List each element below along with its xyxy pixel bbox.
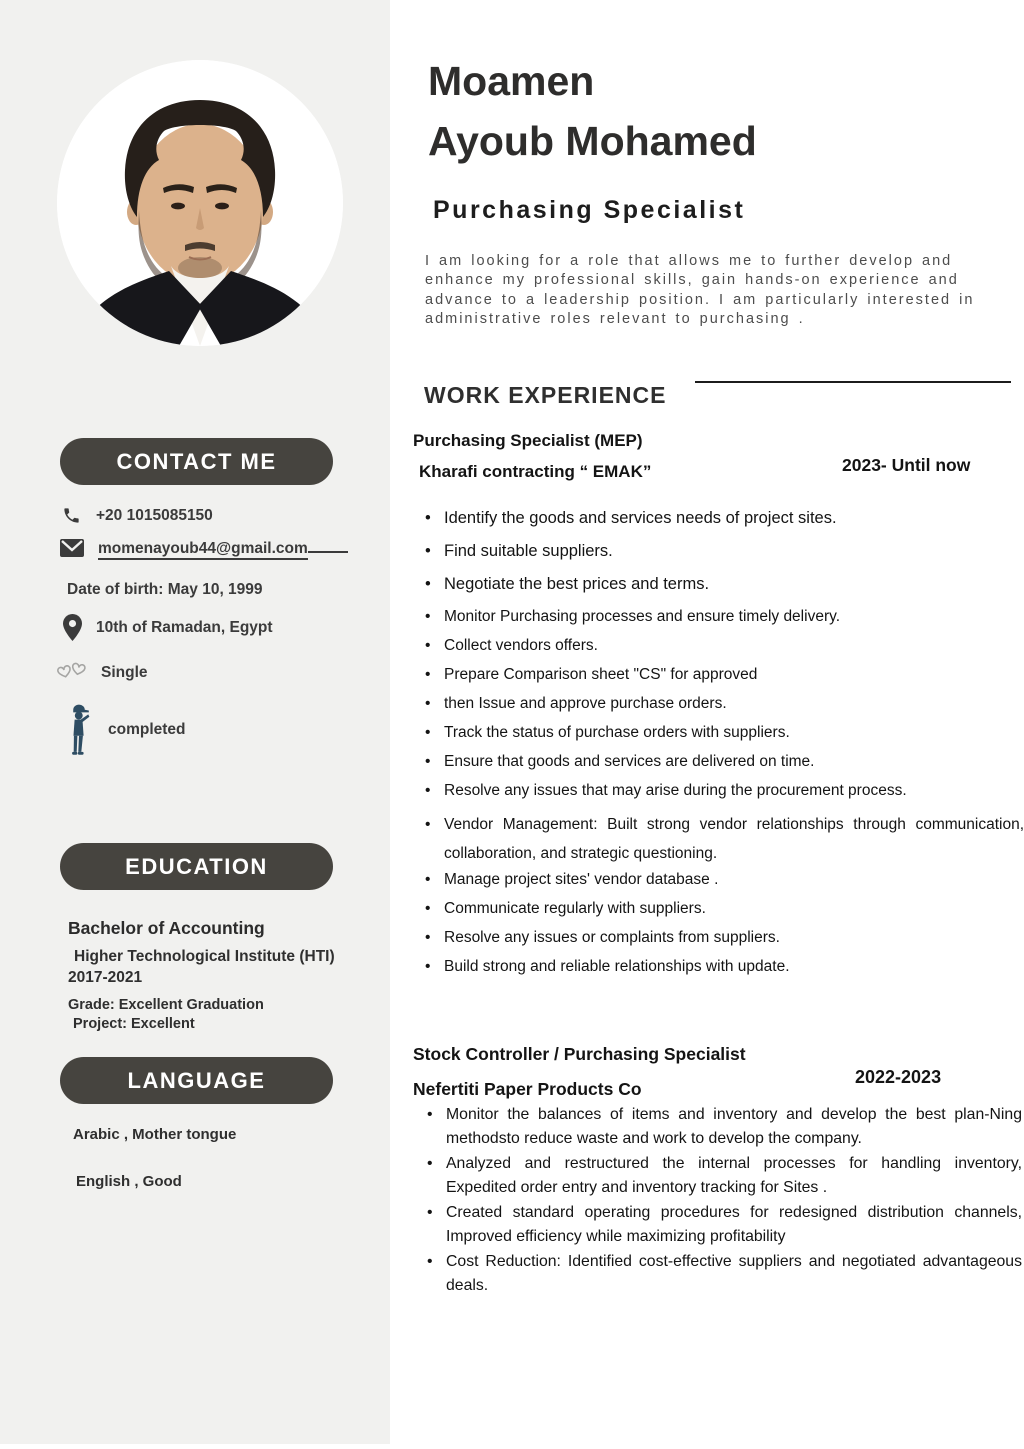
candidate-name-line2: Ayoub Mohamed: [428, 118, 757, 165]
marital-status: Single: [101, 664, 148, 681]
language-section-header: LANGUAGE: [60, 1057, 333, 1104]
education-grade: Grade: Excellent Graduation: [68, 997, 264, 1013]
experience-bullet: • Manage project sites' vendor database .: [420, 870, 1024, 890]
phone-number: +20 1015085150: [96, 506, 213, 524]
candidate-name: [428, 51, 757, 171]
job-bullet-list: [420, 508, 1024, 986]
portrait-illustration: [57, 60, 343, 346]
experience-bullet: • Build strong and reliable relationships with update.: [420, 957, 1024, 977]
location-text: 10th of Ramadan, Egypt: [96, 618, 273, 636]
email-underline-tail: [308, 538, 348, 553]
experience-bullet: • Communicate regularly with suppliers.: [420, 899, 1024, 919]
experience-bullet: • Monitor the balances of items and inventory and develop the best plan-Ning methodsto reduce waste and work to develop the company.: [422, 1103, 1022, 1150]
work-experience-header: WORK EXPERIENCE: [424, 382, 667, 409]
education-section-header: EDUCATION: [60, 843, 333, 890]
sidebar: [0, 0, 390, 1444]
language-item: Arabic , Mother tongue: [73, 1126, 237, 1143]
experience-bullet: • Monitor Purchasing processes and ensure timely delivery.: [420, 607, 1024, 627]
experience-bullet: • Vendor Management: Built strong vendor relationships through communication, collaboration, and strategic questioning.: [420, 810, 1024, 868]
military-service-status: completed: [108, 721, 186, 738]
candidate-job-title: Purchasing Specialist: [433, 196, 746, 224]
location-pin-icon: [63, 614, 82, 641]
job-bullet-list: [422, 1103, 1022, 1299]
phone-icon: [62, 506, 81, 525]
education-degree: Bachelor of Accounting: [68, 918, 265, 938]
experience-bullet: • Collect vendors offers.: [420, 636, 1024, 656]
experience-bullet: • Cost Reduction: Identified cost-effective suppliers and negotiated advantageous deals.: [422, 1250, 1022, 1297]
education-school: Higher Technological Institute (HTI): [74, 948, 335, 965]
contact-row-phone: [62, 506, 213, 525]
mail-icon: [60, 539, 84, 557]
experience-bullet: • Created standard operating procedures for redesigned distribution channels, Improved efficiency while maximizing profitability: [422, 1201, 1022, 1248]
email-link[interactable]: momenayoub44@gmail.com: [98, 540, 308, 560]
experience-bullet: • Negotiate the best prices and terms.: [420, 574, 1024, 595]
contact-row-dob: [67, 581, 263, 599]
education-years: 2017-2021: [68, 969, 143, 986]
experience-bullet: • Analyzed and restructured the internal processes for handling inventory, Expedited order entry and inventory tracking for Sites .: [422, 1152, 1022, 1199]
job-period: 2022-2023: [855, 1067, 942, 1087]
experience-bullet: • Track the status of purchase orders with suppliers.: [420, 723, 1024, 743]
contact-row-marital-status: [55, 660, 148, 686]
job-company: Kharafi contracting “ EMAK”: [419, 462, 652, 481]
language-item: English , Good: [76, 1173, 182, 1190]
profile-summary: I am looking for a role that allows me to further develop and enhance my professional skills, gain hands-on experience and advance to a leadership position. I am particularly interested in administrative roles relevant to purchasing .: [425, 252, 975, 327]
contact-section-header: CONTACT ME: [60, 438, 333, 485]
soldier-icon: [64, 703, 94, 757]
job-title: Stock Controller / Purchasing Specialist: [413, 1044, 746, 1064]
job-company: Nefertiti Paper Products Co: [413, 1079, 642, 1099]
section-divider: [695, 381, 1011, 383]
experience-bullet: • Resolve any issues or complaints from suppliers.: [420, 928, 1024, 948]
experience-bullet: • then Issue and approve purchase orders.: [420, 694, 1024, 714]
experience-bullet: • Identify the goods and services needs of project sites.: [420, 508, 1024, 529]
experience-bullet: • Resolve any issues that may arise during the procurement process.: [420, 781, 1024, 801]
date-of-birth: Date of birth: May 10, 1999: [67, 581, 263, 598]
main-content: [390, 0, 1024, 1449]
experience-bullet: • Prepare Comparison sheet "CS" for approved: [420, 665, 1024, 685]
experience-bullet: • Find suitable suppliers.: [420, 541, 1024, 562]
contact-row-email: [60, 538, 348, 558]
contact-row-military-service: [64, 703, 186, 757]
candidate-name-line1: Moamen: [428, 58, 595, 105]
job-title: Purchasing Specialist (MEP): [413, 431, 643, 450]
job-period: 2023- Until now: [842, 455, 971, 475]
profile-photo: [57, 60, 343, 346]
hearts-icon: [55, 660, 89, 686]
education-project: Project: Excellent: [73, 1016, 195, 1032]
contact-row-location: [63, 614, 273, 641]
experience-bullet: • Ensure that goods and services are delivered on time.: [420, 752, 1024, 772]
